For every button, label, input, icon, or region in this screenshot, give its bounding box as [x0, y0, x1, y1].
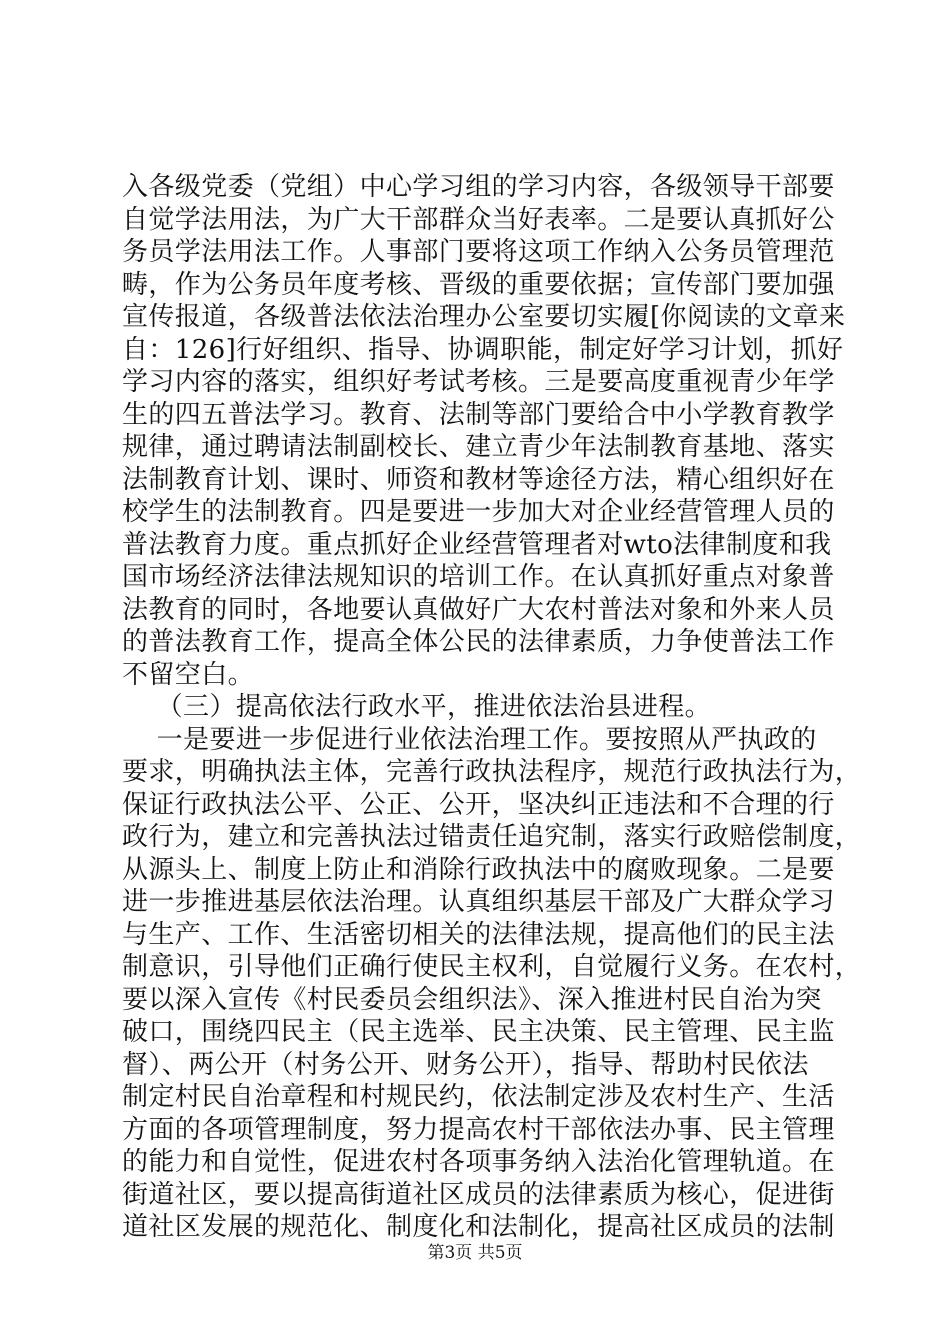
text-line: 保证行政执法公平、公正、公开，坚决纠正违法和不合理的行: [122, 789, 835, 820]
text-line: 宣传报道，各级普法依法治理办公室要切实履[你阅读的文章来: [122, 302, 846, 332]
text-line: 务员学法用法工作。人事部门要将这项工作纳入公务员管理范: [122, 237, 835, 267]
text-line: 街道社区，要以提高街道社区成员的法律素质为核心，促进街: [122, 1179, 835, 1210]
text-line: 畴，作为公务员年度考核、晋级的重要依据；宣传部门要加强: [122, 269, 835, 300]
text-line: 政行为，建立和完善执法过错责任追究制，落实行政赔偿制度，: [122, 822, 862, 852]
text-line: 督）、两公开（村务公开、财务公开），指导、帮助村民依法: [122, 1049, 809, 1080]
text-line: 从源头上、制度上防止和消除行政执法中的腐败现象。二是要: [122, 854, 835, 885]
text-line: 破口，围绕四民主（民主选举、民主决策、民主管理、民主监: [122, 1017, 835, 1047]
text-line: 自：126]行好组织、指导、协调职能，制定好学习计划，抓好: [122, 334, 844, 365]
text-line: 法教育的同时，各地要认真做好广大农村普法对象和外来人员: [122, 594, 835, 625]
text-line: 国市场经济法律法规知识的培训工作。在认真抓好重点对象普: [122, 562, 835, 592]
text-line: 要求，明确执法主体，完善行政执法程序，规范行政执法行为，: [122, 757, 862, 787]
text-line: 一是要进一步促进行业依法治理工作。要按照从严执政的: [122, 724, 817, 755]
text-line: 进一步推进基层依法治理。认真组织基层干部及广大群众学习: [122, 887, 835, 917]
text-line: 的能力和自觉性，促进农村各项事务纳入法治化管理轨道。在: [122, 1147, 835, 1177]
text-line: 方面的各项管理制度，努力提高农村干部依法办事、民主管理: [122, 1114, 835, 1145]
text-line: 道社区发展的规范化、制度化和法制化，提高社区成员的法制: [122, 1212, 835, 1242]
text-line: 制定村民自治章程和村规民约，依法制定涉及农村生产、生活: [122, 1082, 835, 1112]
text-line: 制意识，引导他们正确行使民主权利，自觉履行义务。在农村，: [122, 952, 862, 982]
text-line: 要以深入宣传《村民委员会组织法》、深入推进村民自治为突: [122, 984, 822, 1015]
text-line: 与生产、工作、生活密切相关的法律法规，提高他们的民主法: [122, 919, 835, 950]
text-line: 普法教育力度。重点抓好企业经营管理者对wto法律制度和我: [122, 529, 832, 560]
text-line: 入各级党委（党组）中心学习组的学习内容，各级领导干部要: [122, 172, 835, 202]
text-line: 自觉学法用法，为广大干部群众当好表率。二是要认真抓好公: [122, 204, 835, 235]
document-body: [122, 171, 862, 1244]
text-line: 不留空白。: [122, 659, 255, 690]
text-line: 校学生的法制教育。四是要进一步加大对企业经营管理人员的: [122, 497, 835, 527]
page-footer: [0, 1242, 950, 1264]
text-line: 学习内容的落实，组织好考试考核。三是要高度重视青少年学: [122, 367, 835, 397]
text-line: 生的四五普法学习。教育、法制等部门要给合中小学教育教学: [122, 399, 835, 430]
page-number-label: 第3页 共5页: [427, 1243, 523, 1263]
text-line: 法制教育计划、课时、师资和教材等途径方法，精心组织好在: [122, 464, 835, 495]
text-line: 规律，通过聘请法制副校长、建立青少年法制教育基地、落实: [122, 432, 835, 462]
section-heading: （三）提高依法行政水平，推进依法治县进程。: [122, 692, 712, 722]
text-line: 的普法教育工作，提高全体公民的法律素质，力争使普法工作: [122, 627, 835, 657]
